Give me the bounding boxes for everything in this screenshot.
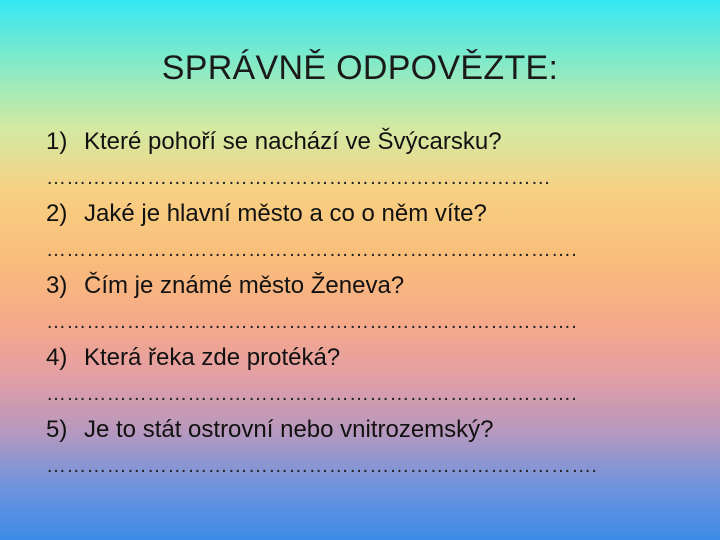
question-text: Jaké je hlavní město a co o něm víte?: [84, 200, 487, 227]
question-number: 4): [46, 344, 68, 371]
question-number: 5): [46, 416, 68, 443]
question-number: 2): [46, 200, 68, 227]
question-number: 3): [46, 272, 68, 299]
question-1: [46, 124, 686, 160]
question-text: Které pohoří se nachází ve Švýcarsku?: [84, 128, 502, 155]
slide-title: SPRÁVNĚ ODPOVĚZTE:: [161, 49, 559, 87]
question-text: Čím je známé město Ženeva?: [84, 272, 405, 299]
question-list: [46, 124, 686, 484]
question-text: Je to stát ostrovní nebo vnitrozemský?: [84, 416, 494, 443]
answer-line-5: ……………………………………………………………………….: [46, 455, 598, 477]
question-4: [46, 340, 686, 376]
question-3: [46, 268, 686, 304]
question-number: 1): [46, 128, 68, 155]
answer-line-4: …………………………………………………………………….: [46, 383, 577, 405]
question-5: [46, 412, 686, 448]
answer-line-1: …………………………………………………………………: [46, 167, 551, 189]
answer-line-3: …………………………………………………………………….: [46, 311, 577, 333]
question-text: Která řeka zde protéká?: [84, 344, 341, 371]
answer-line-2: …………………………………………………………………….: [46, 239, 577, 261]
question-2: [46, 196, 686, 232]
